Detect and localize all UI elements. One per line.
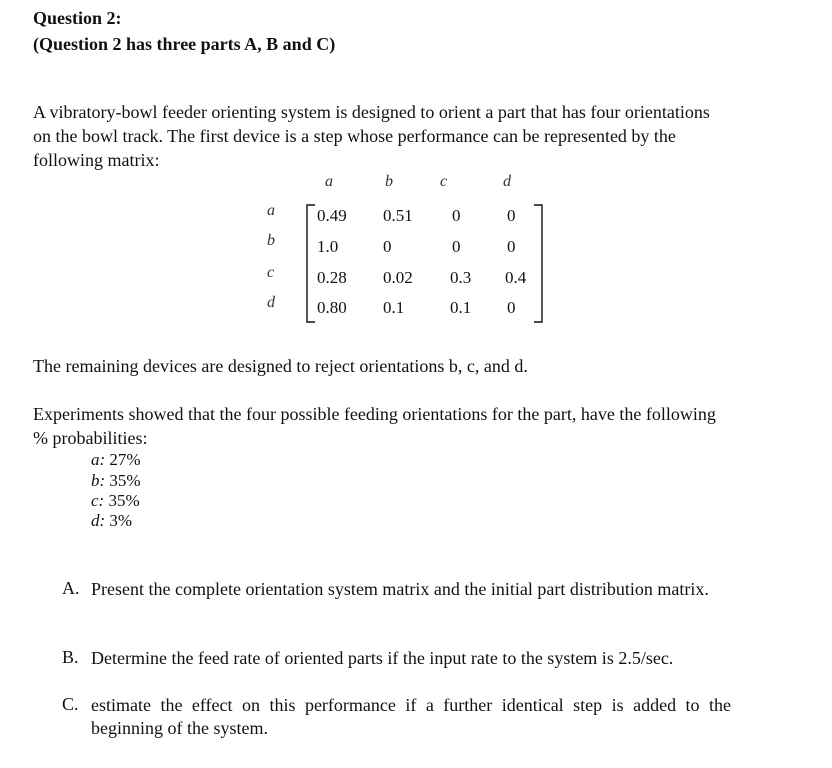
matrix-row-label-d: d xyxy=(267,294,275,311)
intro-line-1: A vibratory-bowl feeder orienting system is designed to orient a part that has four orientations xyxy=(33,102,710,122)
matrix-row-label-c: c xyxy=(267,264,275,281)
matrix-col-label-b: b xyxy=(385,173,393,190)
probability-label: a: xyxy=(91,450,106,469)
probability-item xyxy=(91,450,141,470)
matrix-cell: 0 xyxy=(452,206,461,225)
remaining-devices-text: The remaining devices are designed to reject orientations b, c, and d. xyxy=(33,356,528,376)
probability-value: 35% xyxy=(109,471,141,490)
probability-label: d: xyxy=(91,511,106,530)
intro-line-2: on the bowl track. The first device is a step whose performance can be represented by the xyxy=(33,126,676,146)
matrix-right-bracket xyxy=(532,204,546,324)
matrix-cell: 0 xyxy=(507,298,516,317)
matrix-row-label-a: a xyxy=(267,202,275,219)
probability-value: 35% xyxy=(108,491,140,510)
matrix-cell: 0.51 xyxy=(383,206,413,225)
matrix-cell: 0.02 xyxy=(383,268,413,287)
probability-value: 27% xyxy=(109,450,141,469)
matrix-cell: 0.3 xyxy=(450,268,472,287)
matrix-col-label-d: d xyxy=(503,173,511,190)
matrix-cell: 0.4 xyxy=(505,268,527,287)
probability-item xyxy=(91,511,132,531)
matrix-cell: 1.0 xyxy=(317,237,339,256)
probability-item xyxy=(91,491,140,511)
part-b-label: B. xyxy=(62,647,79,667)
part-c-label: C. xyxy=(62,694,79,714)
experiments-line-2: % probabilities: xyxy=(33,428,148,448)
matrix-cell: 0.1 xyxy=(383,298,405,317)
question-subtitle: (Question 2 has three parts A, B and C) xyxy=(33,34,336,54)
matrix-cell: 0 xyxy=(507,206,516,225)
part-b-text: Determine the feed rate of oriented parts if the input rate to the system is 2.5/sec. xyxy=(91,648,674,668)
matrix-row-label-b: b xyxy=(267,232,275,249)
part-a-label: A. xyxy=(62,578,80,598)
matrix-col-label-a: a xyxy=(325,173,333,190)
intro-line-3: following matrix: xyxy=(33,150,160,170)
part-c-text: estimate the effect on this performance if a further identical step is added to the beginning of the system. xyxy=(91,695,731,738)
matrix-cell: 0 xyxy=(507,237,516,256)
probability-item xyxy=(91,471,141,491)
probability-label: b: xyxy=(91,471,106,490)
matrix-cell: 0 xyxy=(383,237,392,256)
matrix-cell: 0.80 xyxy=(317,298,347,317)
experiments-line-1: Experiments showed that the four possible feeding orientations for the part, have the following xyxy=(33,404,716,424)
probability-label: c: xyxy=(91,491,105,510)
matrix-cell: 0.49 xyxy=(317,206,347,225)
matrix-cell: 0.1 xyxy=(450,298,472,317)
matrix-col-label-c: c xyxy=(440,173,448,190)
question-title: Question 2: xyxy=(33,8,122,28)
matrix-cell: 0 xyxy=(452,237,461,256)
probability-value: 3% xyxy=(109,511,133,530)
matrix-cell: 0.28 xyxy=(317,268,347,287)
part-a-text: Present the complete orientation system matrix and the initial part distribution matrix. xyxy=(91,579,709,599)
